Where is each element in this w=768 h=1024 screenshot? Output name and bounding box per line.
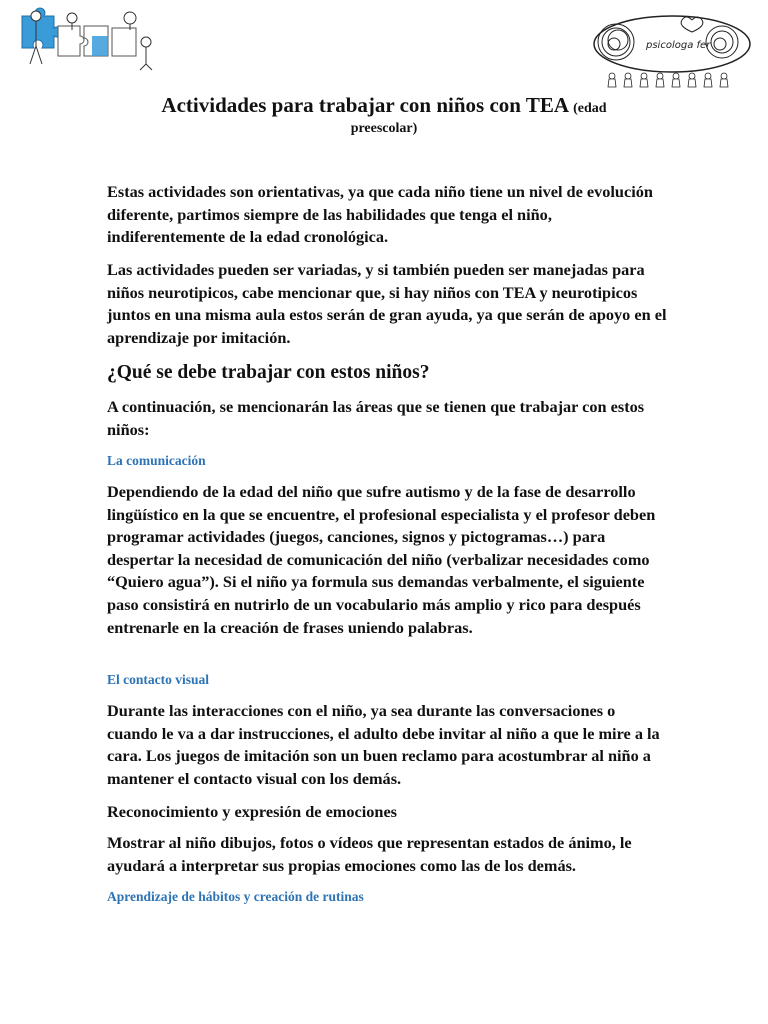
comunicacion-paragraph: Dependiendo de la edad del niño que sufre autismo y de la fase de desarrollo lingüístico en la que se encuentre, el profesional especialista y el profesor deben programar actividades (juegos, canciones, signos y pictogramas…) para despertar la necesidad de comunicación del niño (verbalizar necesidades como “Quiero agua”). Si el niño ya formula sus demandas verbalmente, el siguiente paso consistirá en nutrirlo de un vocabulario más amplio y rico para después entrenarle en la creación de frases uniendo palabras.	[107, 482, 656, 637]
subheading-contacto-visual: El contacto visual	[107, 672, 210, 687]
activities-paragraph: Las actividades pueden ser variadas, y si también pueden ser manejadas para niños neurotipicos, cabe mencionar que, si hay niños con TEA y neurotipicos juntos en una misma aula estos serán de gran ayuda, ya que serán de apoyo en el aprendizaje por imitación.	[107, 260, 667, 347]
subheading-comunicacion: La comunicación	[107, 453, 206, 468]
subheading-emociones: Reconocimiento y expresión de emociones	[107, 802, 398, 821]
contacto-visual-paragraph: Durante las interacciones con el niño, ya sea durante las conversaciones o cuando le va a dar instrucciones, el adulto debe invitar al niño a que le mire a la cara. Los juegos de imitación son un buen reclamo para acostumbrar al niño a mantener el contacto visual con los demás.	[107, 701, 660, 788]
puzzle-children-illustration-icon	[14, 6, 156, 72]
title-main: Actividades para trabajar con niños con TEA	[161, 93, 568, 117]
emociones-paragraph: Mostrar al niño dibujos, fotos o vídeos que representan estados de ánimo, le ayudará a interpretar sus propias emociones como las de los demás.	[107, 833, 632, 875]
psicologa-fer-logo-icon	[582, 12, 754, 92]
section-heading: ¿Qué se debe trabajar con estos niños?	[107, 362, 430, 383]
areas-intro-paragraph: A continuación, se mencionarán las áreas que se tienen que trabajar con estos niños:	[107, 397, 645, 439]
subheading-habitos-rutinas: Aprendizaje de hábitos y creación de rutinas	[107, 889, 364, 904]
title-suffix: (edad	[573, 101, 607, 116]
intro-paragraph: Estas actividades son orientativas, ya que cada niño tiene un nivel de evolución diferente, partimos siempre de las habilidades que tenga el niño, indiferentemente de la edad cronológica.	[107, 182, 653, 247]
document-title	[100, 92, 668, 122]
title-line2: preescolar)	[350, 121, 418, 136]
logo-right-text: psicologa fer	[646, 40, 711, 51]
